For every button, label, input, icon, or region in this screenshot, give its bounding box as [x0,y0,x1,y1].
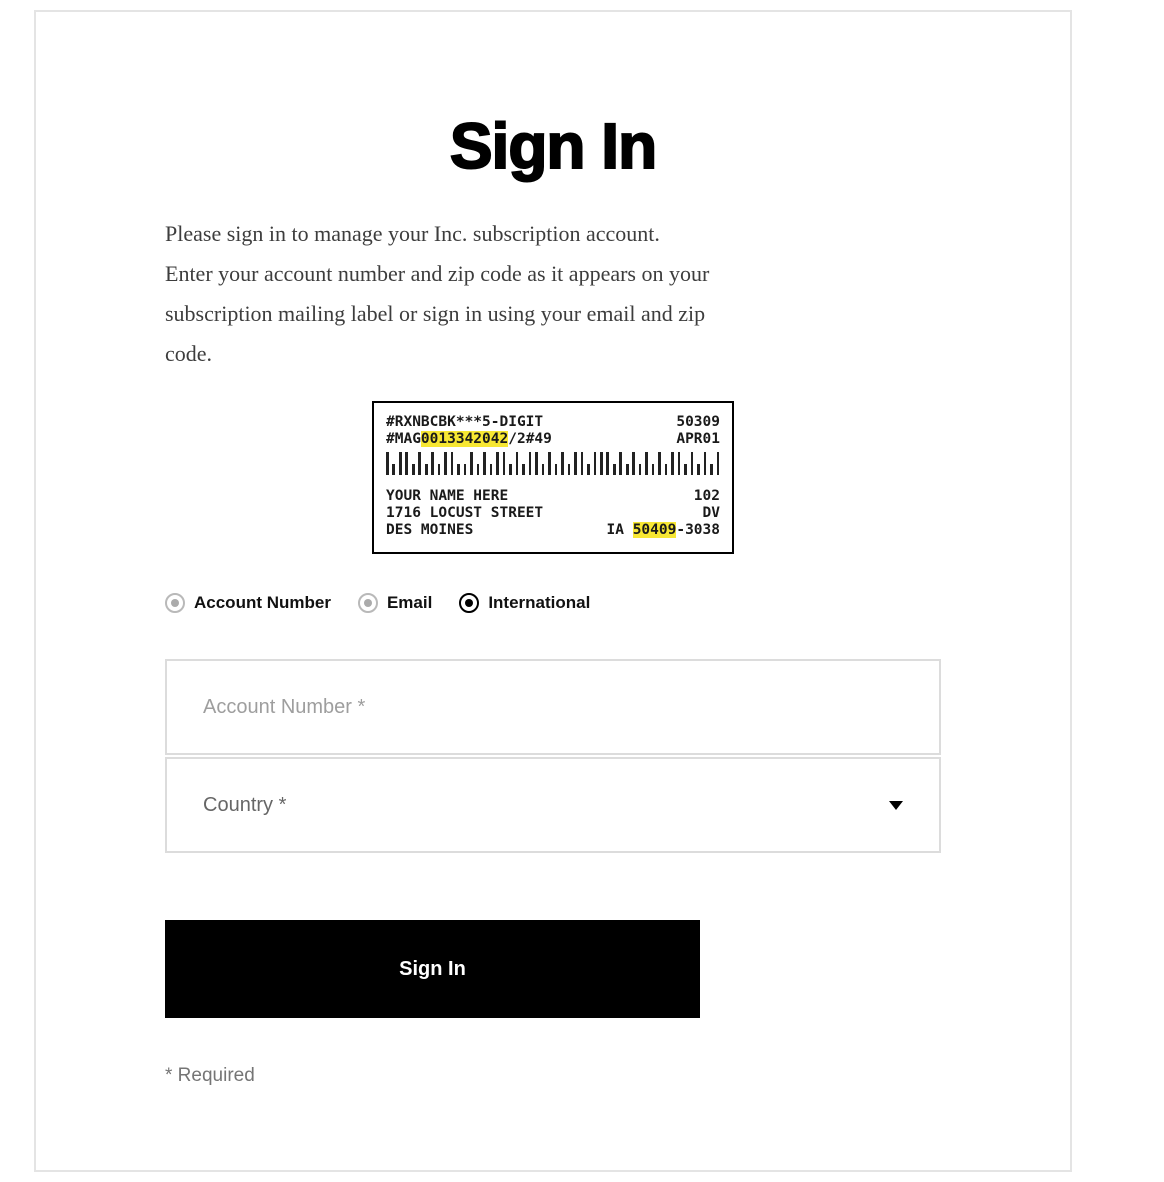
label-account-left: #MAG0013342042/2#49 [386,431,552,447]
radio-international-label: International [488,593,591,612]
label-code-left: #RXNBCBK***5-DIGIT [386,414,544,430]
label-city: DES MOINES [386,522,474,538]
zip-highlight: 50409 [632,522,677,538]
account-number-highlight: 0013342042 [420,431,509,447]
signin-card [34,10,1072,1172]
label-name: YOUR NAME HERE [386,488,509,504]
barcode [386,451,720,475]
label-zip-top: 50309 [676,414,720,430]
radio-email[interactable] [358,593,432,613]
chevron-down-icon [889,801,903,810]
radio-button-icon[interactable] [165,593,185,613]
account-number-field [165,659,941,755]
sign-in-button[interactable]: Sign In [165,920,700,1018]
label-expiry: APR01 [676,431,720,447]
label-street-right: DV [702,505,720,521]
intro-text: Please sign in to manage your Inc. subscription account. Enter your account number and zip code as it appears on your subscription mailing label or sign in using your email and zip code. [165,221,710,366]
radio-button-icon[interactable] [459,593,479,613]
mailing-label-example [372,401,734,554]
label-name-right: 102 [693,488,720,504]
country-select-label: Country * [203,793,287,816]
label-row-code [386,414,720,431]
label-city-right: IA 50409-3038 [606,522,720,538]
signin-form [165,659,941,853]
account-number-input[interactable] [203,696,903,719]
label-street: 1716 LOCUST STREET [386,505,544,521]
label-row-account [386,431,720,448]
required-note: * Required [165,1065,255,1086]
radio-account-number[interactable] [165,593,331,613]
signin-method-options [165,593,941,613]
label-row-name [386,488,720,505]
radio-international[interactable] [459,593,590,613]
radio-email-label: Email [386,593,433,612]
page-title: Sign In [449,110,657,182]
label-row-city [386,522,720,539]
signin-content [165,110,941,1087]
label-row-street [386,505,720,522]
radio-account-number-label: Account Number [194,593,331,612]
country-select[interactable] [165,757,941,853]
radio-button-icon[interactable] [358,593,378,613]
